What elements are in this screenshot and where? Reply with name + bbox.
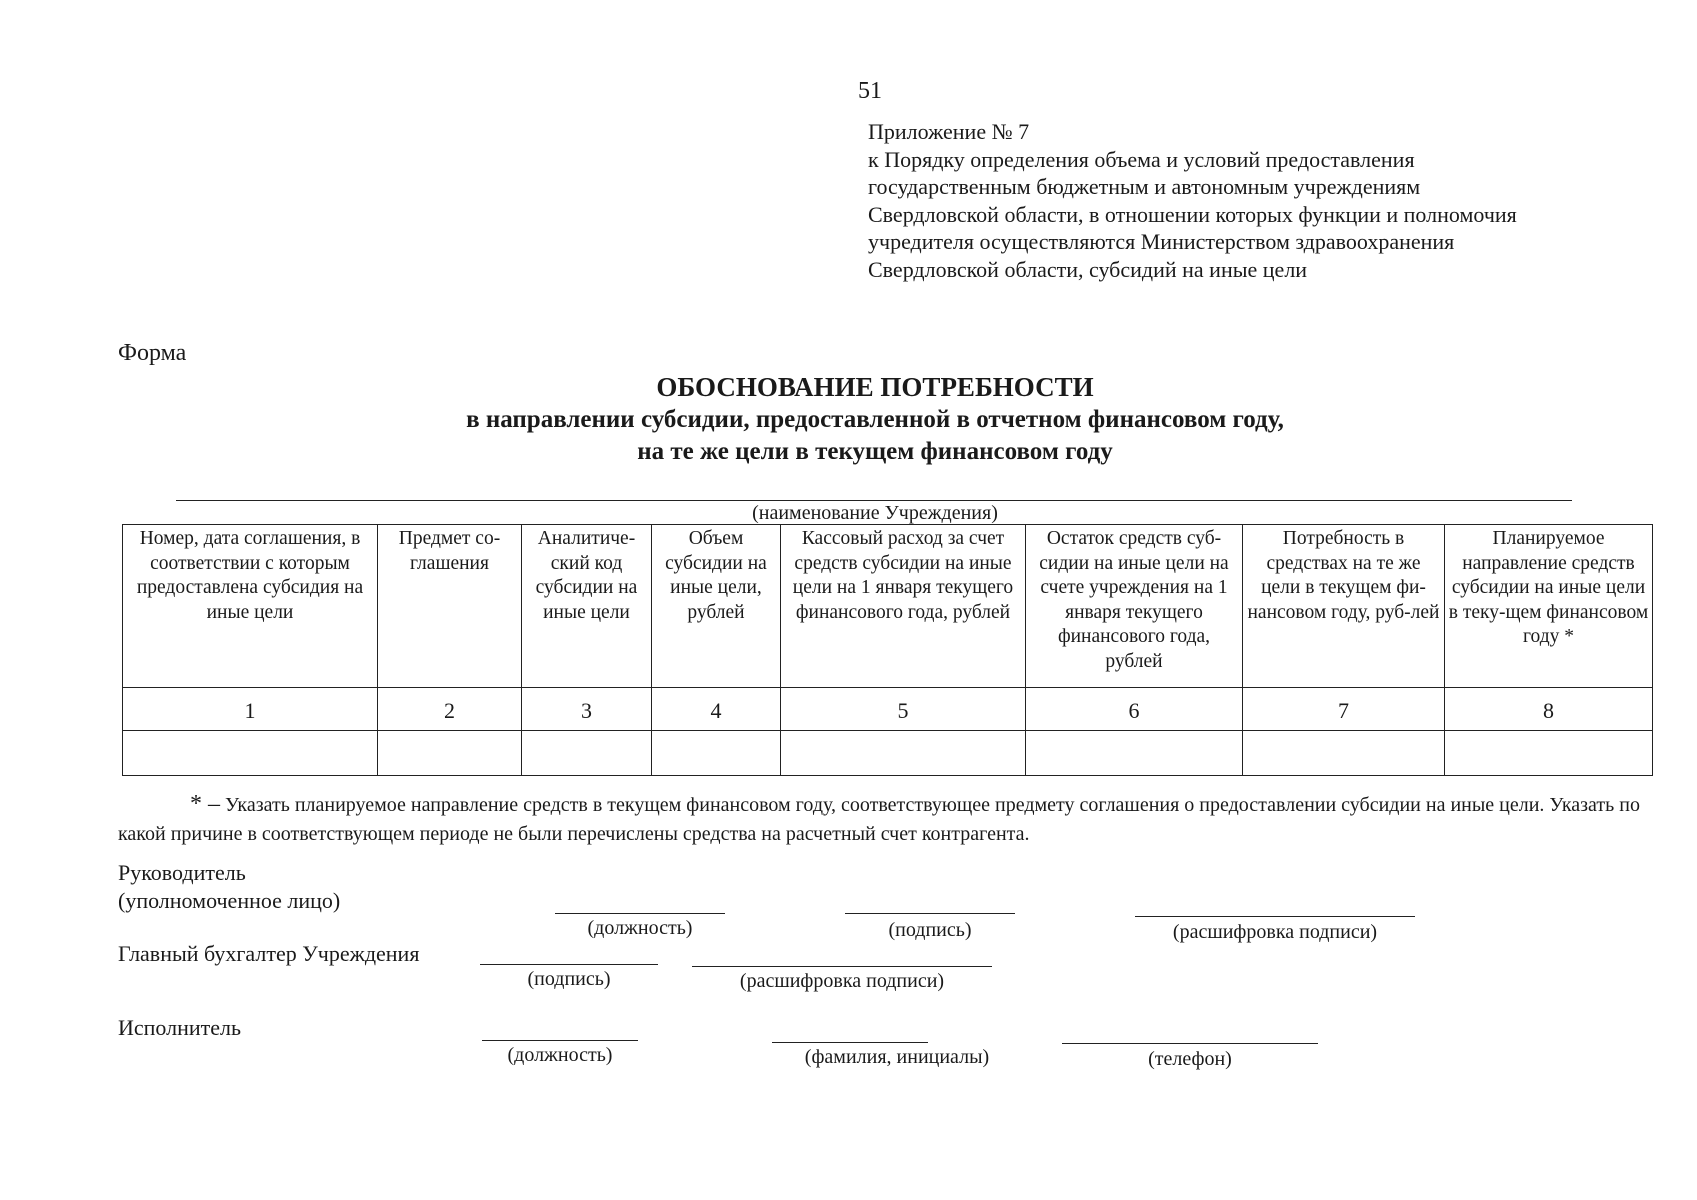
column-number: 1 (123, 688, 378, 731)
column-number: 8 (1445, 688, 1653, 731)
appendix-line: Свердловской области, в отношении которых функции и полномочия (868, 201, 1517, 227)
table-cell[interactable] (652, 731, 781, 776)
head-signature-line[interactable] (845, 913, 1015, 914)
table-cell[interactable] (1445, 731, 1653, 776)
column-number: 6 (1026, 688, 1243, 731)
column-number: 2 (378, 688, 522, 731)
header-cell: Объем субсидии на иные цели, рублей (652, 525, 781, 688)
footnote-text: Указать планируемое направление средств в текущем финансовом году, соответствующее предмету соглашения о предоставлении субсидии на иные цели. Указать по какой причине в соответствующем периоде не были перечислены средства на расчетный счет контрагента. (118, 794, 1640, 845)
footnote (118, 790, 1678, 849)
table-header-row (123, 525, 1653, 688)
document-subtitle-line2: на те же цели в текущем финансовом году (637, 438, 1113, 465)
appendix-line: учредителя осуществляются Министерством здравоохранения (868, 229, 1455, 254)
table-cell[interactable] (522, 731, 652, 776)
header-cell: Потребность в средствах на те же цели в текущем фи-нансовом году, руб-лей (1243, 525, 1445, 688)
page-number: 51 (858, 78, 882, 104)
executor-name-line[interactable] (772, 1042, 928, 1043)
table-cell[interactable] (1243, 731, 1445, 776)
appendix-line: государственным бюджетным и автономным учреждениям (868, 174, 1421, 199)
column-number: 5 (781, 688, 1026, 731)
table-cell[interactable] (1026, 731, 1243, 776)
document-subtitle-line1: в направлении субсидии, предоставленной в отчетном финансовом году, (466, 406, 1284, 433)
column-number: 4 (652, 688, 781, 731)
institution-name-line (176, 500, 1572, 501)
head-position-caption: (должность) (587, 917, 693, 939)
appendix-line: к Порядку определения объема и условий предоставления (868, 146, 1415, 172)
accountant-signature-line[interactable] (480, 964, 658, 965)
appendix-line: Свердловской области, субсидий на иные цели (868, 256, 1308, 282)
appendix-header (868, 118, 1628, 283)
head-position-line[interactable] (555, 913, 725, 914)
subsidy-needs-table (122, 524, 1653, 776)
table-cell[interactable] (123, 731, 378, 776)
header-cell: Аналитиче-ский код субсидии на иные цели (522, 525, 652, 688)
executor-phone-line[interactable] (1062, 1043, 1318, 1044)
head-name-line[interactable] (1135, 916, 1415, 917)
table-row (123, 731, 1653, 776)
accountant-name-line[interactable] (692, 966, 992, 967)
accountant-label: Главный бухгалтер Учреждения (118, 941, 420, 966)
column-number: 7 (1243, 688, 1445, 731)
table-cell[interactable] (378, 731, 522, 776)
footnote-asterisk: * – (190, 791, 220, 817)
executor-position-caption: (должность) (507, 1044, 613, 1066)
executor-phone-caption: (телефон) (1148, 1048, 1232, 1070)
accountant-name-caption: (расшифровка подписи) (739, 970, 945, 992)
accountant-signature-caption: (подпись) (527, 968, 611, 990)
column-number: 3 (522, 688, 652, 731)
column-number-row (123, 688, 1653, 731)
executor-position-line[interactable] (482, 1040, 638, 1041)
header-cell: Предмет со-глашения (378, 525, 522, 688)
appendix-line: Приложение № 7 (868, 119, 1030, 144)
head-name-caption: (расшифровка подписи) (1172, 921, 1378, 943)
head-signature-caption: (подпись) (888, 919, 972, 941)
form-label: Форма (118, 340, 187, 366)
header-cell: Кассовый расход за счет средств субсидии на иные цели на 1 января текущего финансового года, рублей (781, 525, 1026, 688)
header-cell: Планируемое направление средств субсидии на иные цели в теку-щем финансовом году * (1445, 525, 1653, 688)
executor-label: Исполнитель (118, 1015, 242, 1040)
header-cell: Номер, дата соглашения, в соответствии с которым предоставлена субсидия на иные цели (123, 525, 378, 688)
document-title: ОБОСНОВАНИЕ ПОТРЕБНОСТИ (656, 372, 1094, 402)
header-cell: Остаток средств суб-сидии на иные цели на счете учреждения на 1 января текущего финансового года, рублей (1026, 525, 1243, 688)
head-label: Руководитель (118, 860, 246, 885)
head-label-sub: (уполномоченное лицо) (118, 888, 341, 913)
institution-caption: (наименование Учреждения) (752, 502, 998, 524)
executor-name-caption: (фамилия, инициалы) (804, 1046, 990, 1068)
table-cell[interactable] (781, 731, 1026, 776)
